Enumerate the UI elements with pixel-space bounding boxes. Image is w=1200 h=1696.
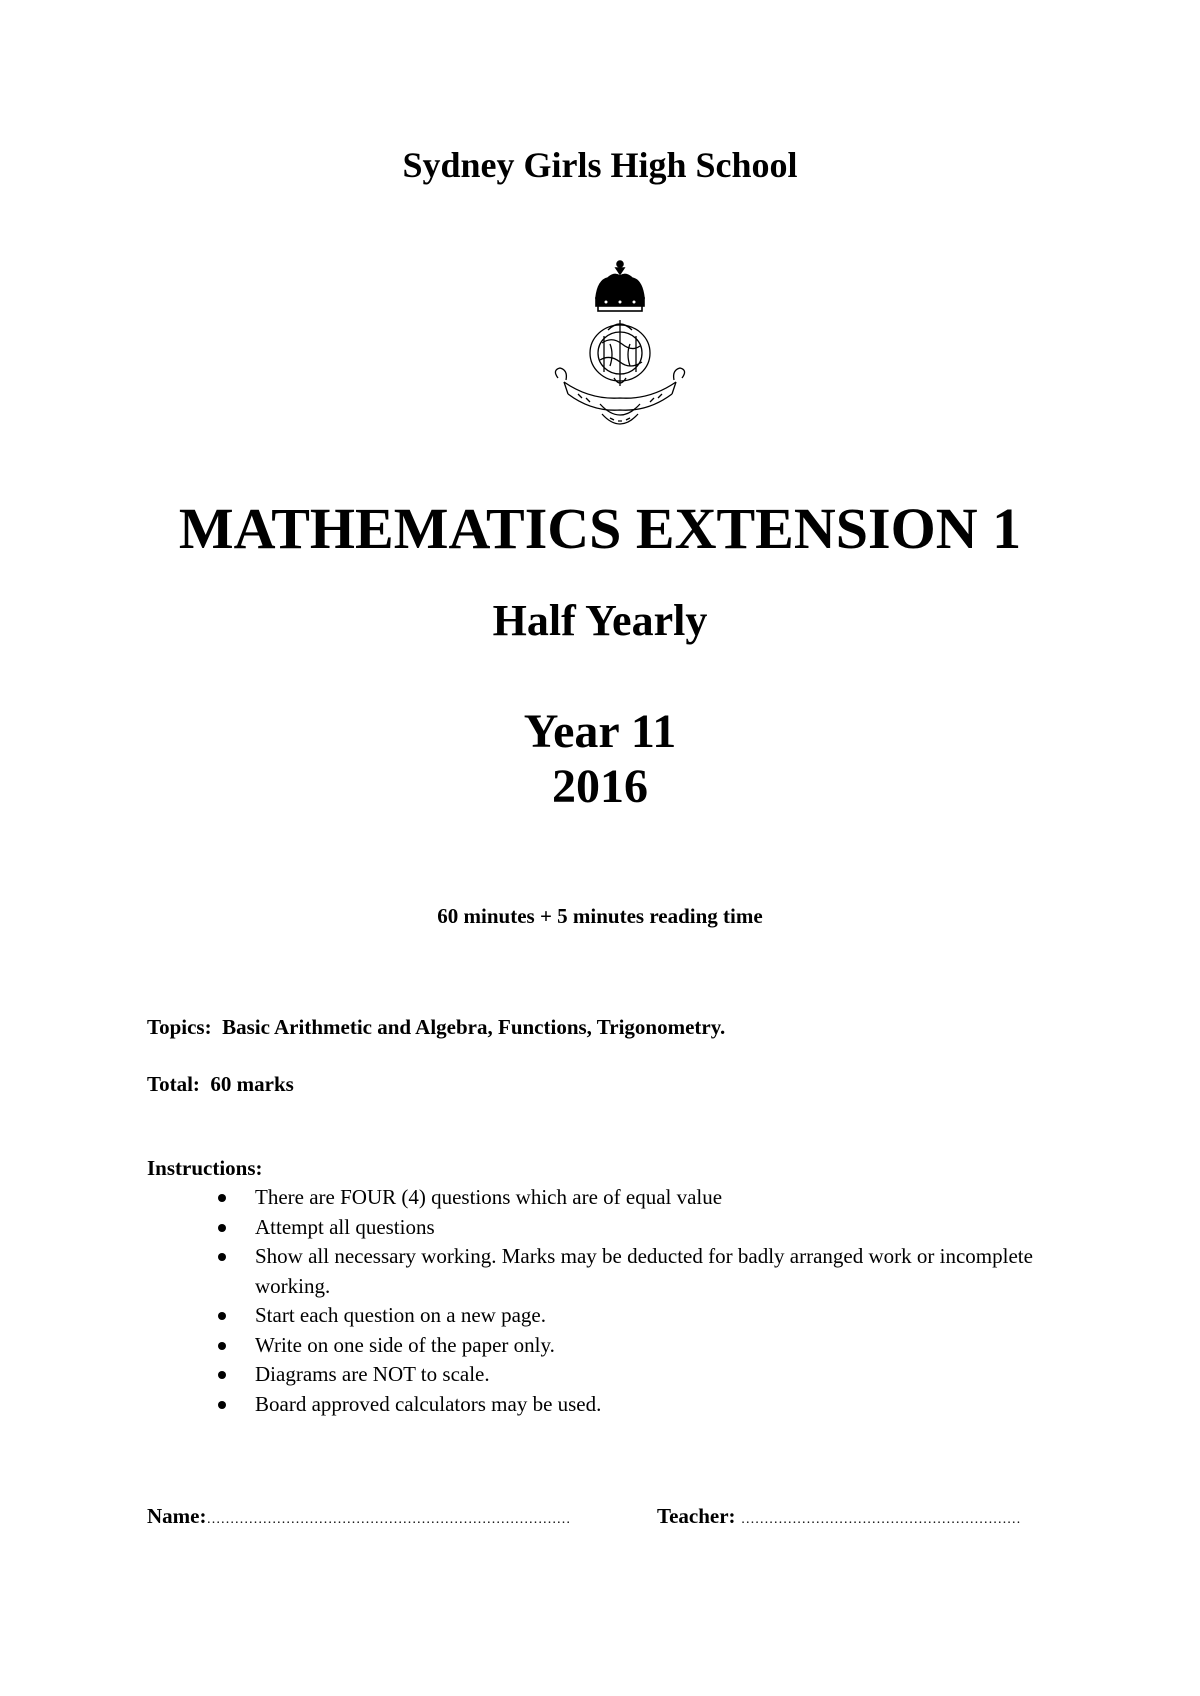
bullet-icon: [218, 1371, 226, 1379]
instruction-item: Diagrams are NOT to scale.: [210, 1360, 1080, 1390]
teacher-blank-line[interactable]: ……………………………………………………: [740, 1512, 1021, 1527]
exam-subject-title: MATHEMATICS EXTENSION 1: [178, 496, 1022, 561]
bullet-icon: [218, 1312, 226, 1320]
instruction-item: There are FOUR (4) questions which are of equal value: [210, 1183, 1080, 1213]
school-name: Sydney Girls High School: [402, 145, 798, 185]
teacher-label: Teacher:: [657, 1504, 736, 1528]
bullet-icon: [218, 1401, 226, 1409]
topics-value: Basic Arithmetic and Algebra, Functions, Trigonometry.: [222, 1015, 726, 1039]
total-line: [147, 1070, 294, 1098]
school-crest-icon: [550, 258, 690, 433]
name-blank-line[interactable]: ……………………………………………………………………: [206, 1512, 571, 1527]
instructions-list: [210, 1183, 1080, 1419]
instruction-item: Show all necessary working. Marks may be deducted for badly arranged work or incomplete working.: [210, 1242, 1080, 1301]
instruction-item: Start each question on a new page.: [210, 1301, 1080, 1331]
teacher-field[interactable]: [657, 1502, 1021, 1534]
exam-year: 2016: [552, 760, 648, 813]
bullet-icon: [218, 1342, 226, 1350]
name-label: Name:: [147, 1504, 207, 1528]
topics-label: Topics:: [147, 1015, 212, 1039]
bullet-icon: [218, 1194, 226, 1202]
instruction-item: Attempt all questions: [210, 1213, 1080, 1243]
topics-line: [147, 1013, 725, 1041]
name-field[interactable]: [147, 1502, 570, 1534]
exam-type: Half Yearly: [492, 596, 708, 645]
instruction-item: Write on one side of the paper only.: [210, 1331, 1080, 1361]
exam-year-level: Year 11: [523, 705, 677, 758]
bullet-icon: [218, 1253, 226, 1261]
bullet-icon: [218, 1224, 226, 1232]
exam-time: 60 minutes + 5 minutes reading time: [437, 904, 763, 928]
total-label: Total:: [147, 1072, 200, 1096]
instructions-heading: Instructions:: [147, 1156, 263, 1180]
total-value: 60 marks: [210, 1072, 294, 1096]
instruction-item: Board approved calculators may be used.: [210, 1390, 1080, 1420]
